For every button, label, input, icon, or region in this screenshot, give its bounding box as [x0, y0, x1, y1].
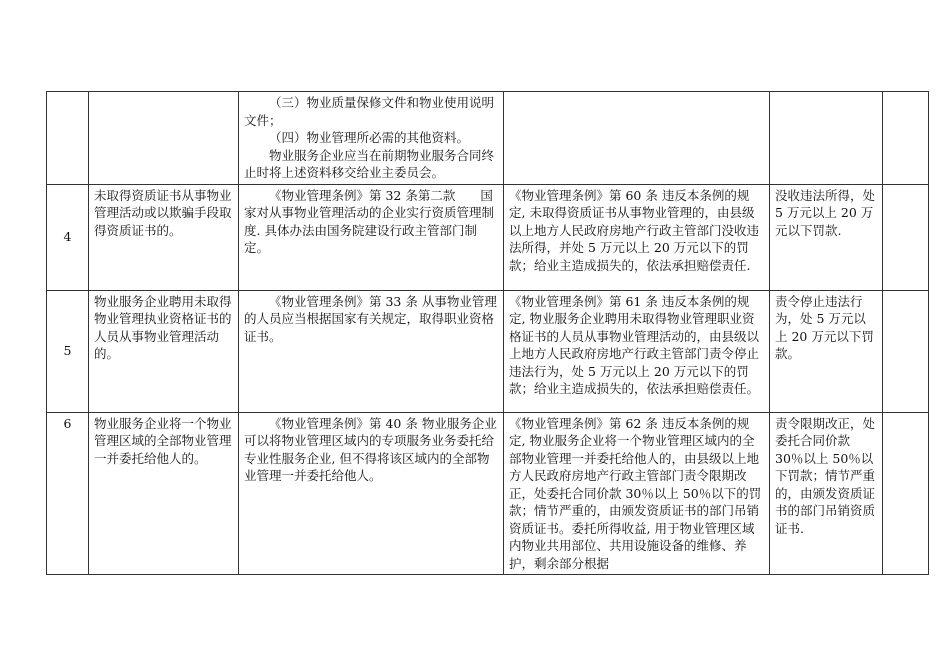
penalty-table	[46, 91, 929, 575]
basis-line: （三）物业质量保修文件和物业使用说明文件；	[244, 95, 495, 128]
row-number: 6	[47, 412, 89, 575]
penalty-basis: 《物业管理条例》第 61 条 违反本条例的规定, 物业服务企业聘用未取得物业管理职业资格证书的人员从事物业管理活动的，由县级以上地方人民政府房地产行政主管部门责令停止违法行为，处 5 万元以上 20 万元以下的罚款；给业主造成损失的，依法承担赔偿责任。	[504, 290, 770, 412]
row-number: 5	[47, 290, 89, 412]
table-row	[47, 412, 929, 575]
remark	[883, 412, 929, 575]
basis-line: 《物业管理条例》第 33 条 从事物业管理的人员应当根据国家有关规定，取得职业资格证书。	[244, 293, 497, 344]
row-number: 4	[47, 184, 89, 290]
row-number	[47, 92, 89, 185]
legal-basis	[239, 184, 504, 290]
violation-item: 物业服务企业将一个物业管理区域的全部物业管理一并委托给他人的。	[89, 412, 239, 575]
penalty-measure: 责令限期改正，处委托合同价款 30％以上 50％以下罚款；情节严重的，由颁发资质证书的部门吊销资质证书.	[770, 412, 883, 575]
violation-item	[89, 92, 239, 185]
basis-line: 物业服务企业应当在前期物业服务合同终止时将上述资料移交给业主委员会。	[244, 147, 495, 180]
remark	[883, 184, 929, 290]
penalty-measure: 责令停止违法行为，处 5 万元以上 20 万元以下罚款。	[770, 290, 883, 412]
legal-basis	[239, 92, 504, 185]
legal-basis	[239, 412, 504, 575]
table-row	[47, 184, 929, 290]
basis-line: （四）物业管理所必需的其他资料。	[269, 130, 470, 145]
penalty-measure	[770, 92, 883, 185]
remark	[883, 92, 929, 185]
basis-line: 《物业管理条例》第 32 条第二款 国家对从事物业管理活动的企业实行资质管理制度. 具体办法由国务院建设行政主管部门制定。	[244, 187, 495, 255]
penalty-measure: 没收违法所得，处 5 万元以上 20 万元以下罚款.	[770, 184, 883, 290]
violation-item: 物业服务企业聘用未取得物业管理执业资格证书的人员从事物业管理活动的。	[89, 290, 239, 412]
penalty-basis	[504, 92, 770, 185]
violation-item: 未取得资质证书从事物业管理活动或以欺骗手段取得资质证书的。	[89, 184, 239, 290]
table-row	[47, 290, 929, 412]
basis-line: 《物业管理条例》第 40 条 物业服务企业可以将物业管理区域内的专项服务业务委托给专业性服务企业, 但不得将该区域内的全部物业管理一并委托给他人。	[244, 415, 497, 483]
legal-basis	[239, 290, 504, 412]
remark	[883, 290, 929, 412]
penalty-basis: 《物业管理条例》第 60 条 违反本条例的规定, 未取得资质证书从事物业管理的，由县级以上地方人民政府房地产行政主管部门没收违法所得，并处 5 万元以上 20 万元以下的罚款；给业主造成损失的，依法承担赔偿责任.	[504, 184, 770, 290]
penalty-basis: 《物业管理条例》第 62 条 违反本条例的规定, 物业服务企业将一个物业管理区域内的全部物业管理一并委托给他人的，由县级以上地方人民政府房地产行政主管部门责令限期改正，处委托合同价款 30％以上 50％以下的罚款；情节严重的，由颁发资质证书的部门吊销资质证书。委托所得收益, 用于物业管理区域内物业共用部位、共用设施设备的维修、养护，剩余部分根据	[504, 412, 770, 575]
table-row	[47, 92, 929, 185]
